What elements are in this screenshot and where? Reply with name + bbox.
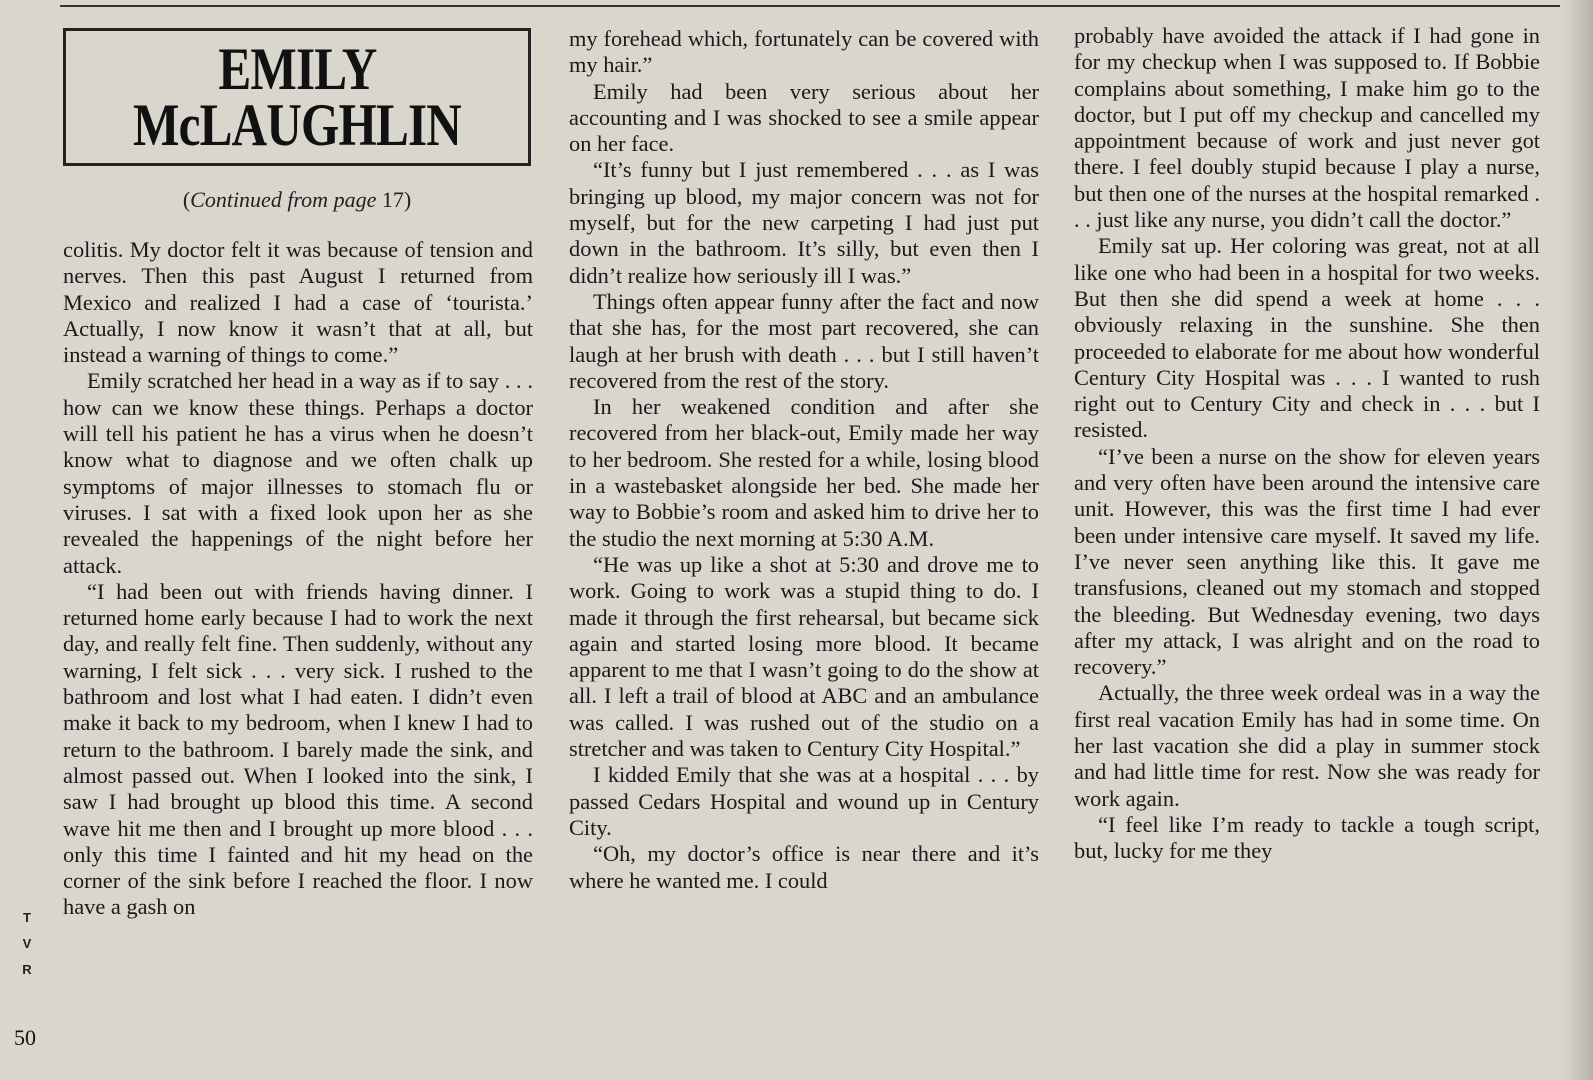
article-paragraph: colitis. My doctor felt it was because of tension and nerves. Then this past August I returned from Mexico and realized I had a case of ‘tourista.’ Actually, I now know it wasn’t that at all, but instead a warning of things to come.” <box>63 237 533 368</box>
article-column-2 <box>569 26 1039 894</box>
article-paragraph: Emily scratched her head in a way as if to say . . . how can we know these things. Perhaps a doctor will tell his patient he has a virus when he doesn’t know what to diagnose and we often chalk up symptoms of major illnesses to stomach flu or viruses. I sat with a fixed look upon her as she revealed the happenings of the night before her attack. <box>63 368 533 578</box>
article-paragraph: Emily had been very serious about her accounting and I was shocked to see a smile appear on her face. <box>569 78 1039 157</box>
article-paragraph: probably have avoided the attack if I had gone in for my checkup when I was supposed to. If Bobbie complains about something, I make him go to the doctor, but I put off my checkup and cancelled my appointment because of work and just never got there. I feel doubly stupid because I play a nurse, but then one of the nurses at the hospital remarked . . . just like any nurse, you didn’t call the doctor.” <box>1074 23 1540 233</box>
title-last-name: McLAUGHLIN <box>132 92 461 158</box>
article-paragraph: “Oh, my doctor’s office is near there and it’s where he wanted me. I could <box>569 841 1039 893</box>
tvr-side-letters <box>20 905 34 983</box>
title-first-name: EMILY <box>217 36 377 102</box>
title-box <box>63 28 531 166</box>
article-paragraph: “It’s funny but I just remembered . . . as I was bringing up blood, my major concern was not for myself, but for the new carpeting I had just put down in the bathroom. It’s silly, but even then I didn’t realize how seriously ill I was.” <box>569 157 1039 288</box>
side-letter: T <box>23 910 31 925</box>
article-paragraph: Emily sat up. Her coloring was great, not at all like one who had been in a hospital for two weeks. But then she did spend a week at home . . . obviously relaxing in the sunshine. She then proceeded to elaborate for me about how wonderful Century City Hospital was . . . I wanted to rush right out to Century City and check in . . . but I resisted. <box>1074 233 1540 443</box>
continued-close-paren: ) <box>403 187 412 212</box>
article-column-1 <box>63 237 533 921</box>
article-paragraph: my forehead which, fortunately can be covered with my hair.” <box>569 26 1039 78</box>
article-paragraph: “I had been out with friends having dinner. I returned home early because I had to work the next day, and really felt fine. Then suddenly, without any warning, I felt sick . . . very sick. I rushed to the bathroom and lost what I had eaten. I didn’t even make it back to my bedroom, when I knew I had to return to the bathroom. I barely made the sink, and almost passed out. When I looked into the sink, I saw I had brought up blood this time. A second wave hit me then and I brought up more blood . . . only this time I fainted and hit my head on the corner of the sink before I reached the floor. I now have a gash on <box>63 578 533 920</box>
side-letter: R <box>22 962 32 977</box>
continued-label: Continued from page <box>190 187 377 212</box>
article-paragraph: I kidded Emily that she was at a hospital . . . by passed Cedars Hospital and wound up in Century City. <box>569 762 1039 840</box>
article-paragraph: Actually, the three week ordeal was in a way the first real vacation Emily has had in some time. On her last vacation she did a play in summer stock and had little time for rest. Now she was ready for work again. <box>1074 680 1540 811</box>
side-letter: V <box>22 936 32 951</box>
article-paragraph: “I’ve been a nurse on the show for eleven years and very often have been around the intensive care unit. However, this was the first time I had ever been under intensive care myself. It saved my life. I’ve never seen anything like this. It gave me transfusions, cleaned out my stomach and stopped the bleeding. But Wednesday evening, two days after my attack, I was alright and on the road to recovery.” <box>1074 443 1540 680</box>
page-number: 50 <box>14 1025 36 1050</box>
continued-open-paren: ( <box>182 187 191 212</box>
article-column-3 <box>1074 23 1540 865</box>
continued-page-number: 17 <box>381 187 404 212</box>
top-rule <box>60 5 1560 7</box>
continued-note <box>63 187 531 213</box>
article-paragraph: Things often appear funny after the fact and now that she has, for the most part recovered, she can laugh at her brush with death . . . but I still haven’t recovered from the rest of the story. <box>569 288 1039 393</box>
page-edge-shadow <box>1563 0 1593 1080</box>
article-paragraph: In her weakened condition and after she recovered from her black-out, Emily made her way to her bedroom. She rested for a while, losing blood in a wastebasket alongside her bed. She made her way to Bobbie’s room and asked him to drive her to the studio the next morning at 5:30 A.M. <box>569 394 1039 551</box>
article-paragraph: “He was up like a shot at 5:30 and drove me to work. Going to work was a stupid thing to do. I made it through the first rehearsal, but became sick again and started losing more blood. It became apparent to me that I wasn’t going to do the show at all. I left a trail of blood at ABC and an ambulance was called. I was rushed out of the studio on a stretcher and was taken to Century City Hospital.” <box>569 551 1039 762</box>
article-paragraph: “I feel like I’m ready to tackle a tough script, but, lucky for me they <box>1074 811 1540 864</box>
